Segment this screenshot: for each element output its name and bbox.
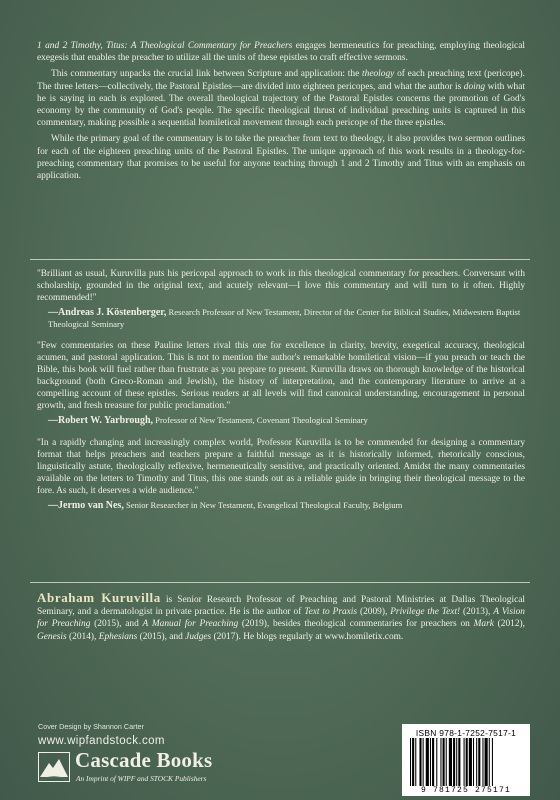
- endorsement-text: "Brilliant as usual, Kuruvilla puts his pericopal approach to work in this theological commentary for preachers. Conversant with scholarship, grounded in the original text, and acutely relevant—I love this commentary and will turn to it often. Highly recommended!": [37, 269, 525, 303]
- endorser-name: —Andreas J. Köstenberger,: [48, 307, 167, 318]
- barcode-digits: 9 781725 275171: [420, 786, 511, 795]
- endorser-role: Senior Researcher in New Testament, Evangelical Theological Faculty, Belgium: [123, 499, 403, 510]
- barcode-bar: [476, 738, 477, 786]
- publisher-imprint: An Imprint of WIPF and STOCK Publishers: [76, 774, 207, 783]
- description-paragraph-2: This commentary unpacks the crucial link between Scripture and application: the theology of each preaching text (pericope). The three letters—collectively, the Pastoral Epistles—are divided into eighteen pericopes, and what the author is doing with what he is saying in each is explored. The overall theological trajectory of the Pastoral Epistles concerns the promotion of God's economy by the community of God's people. The specific theological thrust of individual preaching units is captured in this commentary, making possible a sequential homiletical movement through each pericope of the three epistles.: [37, 69, 525, 129]
- description-paragraph-3: While the primary goal of the commentary is to take the preacher from text to theology, it also provides two sermon outlines for each of the eighteen preaching units of the Pastoral Epistles. The unique approach of this work results in a theology-for-preaching commentary that promises to be useful for anyone teaching through 1 and 2 Timothy and Titus with an emphasis on application.: [37, 134, 525, 182]
- barcode-bar: [426, 738, 429, 786]
- barcode-bar: [412, 738, 414, 786]
- author-bio: Abraham Kuruvilla is Senior Research Professor of Preaching and Pastoral Ministries at Dallas Theological Seminary, and a dermatologist in private practice. He is the author of Text to Praxis (2009), Privilege the Text! (2013), A Vision for Preaching (2015), and A Manual for Preaching (2019), besides theological commentaries for preachers on Mark (2012), Genesis (2014), Ephesians (2015), and Judges (2017). He blogs regularly at www.homiletix.com.: [37, 590, 526, 642]
- barcode-bar: [464, 738, 465, 786]
- description-paragraph-1: 1 and 2 Timothy, Titus: A Theological Commentary for Preachers engages hermeneutics for preaching, employing theological exegesis that enables the preacher to utilize all the units of these epistles to craft effective sermons.: [37, 41, 525, 64]
- divider-bottom: [30, 582, 530, 583]
- barcode-bar: [436, 738, 437, 786]
- endorser-name: —Jermo van Nes,: [48, 499, 124, 511]
- barcode-bar: [473, 738, 474, 786]
- barcode-bar: [466, 738, 468, 786]
- barcode-bar: [446, 738, 447, 786]
- publisher-logo: [38, 748, 268, 785]
- publisher-name: Cascade Books: [75, 748, 213, 772]
- endorsement-attribution: [48, 500, 525, 512]
- endorsement-text: "Few commentaries on these Pauline letters rival this one for excellence in clarity, brevity, exegetical accuracy, theological acumen, and pastoral application. This is not to mention the author's remarkable homiletical vision—if you preach or teach the Bible, this book will fuel rather than frustrate as you prepare to present. Kuruvilla draws on thorough knowledge of the historical background (both Greco-Roman and Jewish), the history of interpretation, and the contemporary literature to arrive at a compelling account of these epistles. Serious readers at all levels will find canonical understanding, encouragement in personal growth, and fresh treasure for public proclamation.": [37, 341, 525, 411]
- barcode-bar: [432, 738, 434, 786]
- barcode-bar: [443, 738, 445, 786]
- barcode-bar: [482, 738, 483, 786]
- barcode-bar: [423, 738, 424, 786]
- divider-top: [30, 259, 530, 260]
- barcode-bar: [458, 738, 460, 786]
- barcode-bar: [430, 738, 431, 786]
- isbn-label: ISBN 978-1-7252-7517-1: [415, 728, 517, 738]
- barcode-bar: [456, 738, 457, 786]
- endorser-role: Research Professor of New Testament, Director of the Center for Biblical Studies, Midwestern Baptist Theological Seminary: [48, 307, 521, 329]
- barcode-bar: [440, 738, 441, 786]
- cover-design-credit: Cover Design by Shannon Carter: [38, 722, 144, 731]
- endorsement-1: [37, 268, 525, 330]
- barcode-bar: [410, 738, 411, 786]
- endorsement-2: [37, 340, 525, 427]
- barcode-bar: [489, 738, 490, 786]
- endorser-role: Professor of New Testament, Covenant Theological Seminary: [153, 415, 368, 425]
- endorser-name: —Robert W. Yarbrough,: [48, 415, 154, 426]
- endorsements: [37, 268, 525, 521]
- barcode-bar: [449, 738, 452, 786]
- barcode-bar: [485, 738, 488, 786]
- barcode-bar: [478, 738, 480, 786]
- barcode-bar: [469, 738, 472, 786]
- barcode-bar: [453, 738, 455, 786]
- mountain-icon: [38, 752, 70, 782]
- barcode-bar: [415, 738, 416, 786]
- barcode-icon: [410, 738, 522, 786]
- endorsement-attribution: [48, 415, 525, 427]
- endorsement-3: [37, 437, 525, 512]
- endorsement-text: "In a rapidly changing and increasingly complex world, Professor Kuruvilla is to be commended for designing a commentary format that helps preachers and teachers prepare a faithful message as it is historically informed, rhetorically conscious, linguistically astute, theologically reflexive, hermeneutically sensitive, and practically oriented. Amidst the many commentaries available on the letters to Timothy and Titus, this one stands out as a reliable guide in bringing their theological message to the fore. As such, it deserves a wide audience.": [37, 437, 525, 496]
- book-description: [37, 40, 525, 182]
- barcode-bar: [419, 738, 421, 786]
- endorsement-attribution: [48, 307, 525, 330]
- isbn-barcode: [402, 724, 530, 796]
- publisher-website: www.wipfandstock.com: [38, 735, 165, 747]
- author-name: Abraham Kuruvilla: [37, 590, 161, 605]
- barcode-bar: [492, 738, 493, 786]
